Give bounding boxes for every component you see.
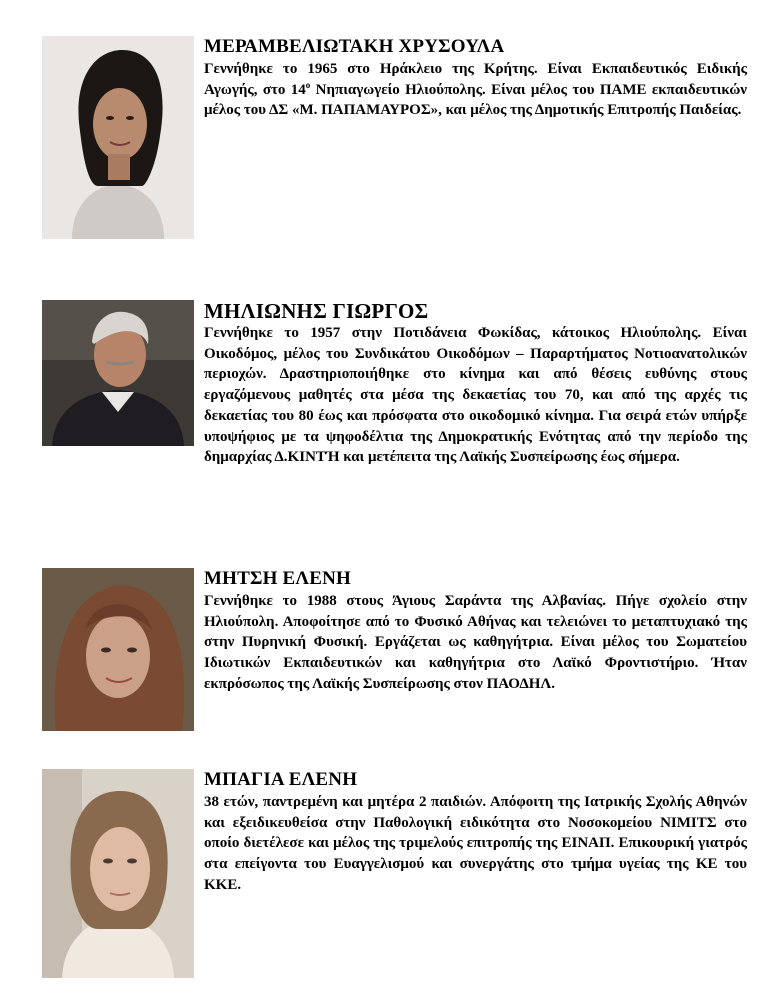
candidate-name: ΜΗΤΣΗ ΕΛΕΝΗ [204, 568, 352, 589]
candidate-name: ΜΕΡΑΜΒΕΛΙΩΤΑΚΗ ΧΡΥΣΟΥΛΑ [204, 36, 505, 57]
candidate-bio: Γεννήθηκε το 1965 στο Ηράκλειο της Κρήτης. Είναι Εκπαιδευτικός Ειδικής Αγωγής, στο $14^o$ Νηπιαγωγείο Ηλιούπολης. Είναι μέλος του ΠΑΜΕ εκπαιδευτικών μέλος του ΔΣ «Μ. ΠΑΠΑΜΑΥΡΟΣ», και μέλος της Δημοτικής Επιτροπής Παιδείας. [204, 61, 747, 119]
candidate-entry [42, 36, 747, 241]
candidate-name: ΜΗΛΙΩΝΗΣ ΓΙΩΡΓΟΣ [204, 299, 429, 323]
candidate-entry [42, 300, 747, 468]
candidate-bio: 38 ετών, παντρεμένη και μητέρα 2 παιδιών. Απόφοιτη της Ιατρικής Σχολής Αθηνών και εξειδικευθείσα στην Παθολογική ειδικότητα στο Νοσοκομείου ΝΙΜΙΤΣ στο οποίο διετέλεσε και μέλος της τριμελούς επιτροπής της ΕΙΝΑΠ. Επικουρική γιατρός στα επείγοντα του Ευαγγελισμού και συνεργάτης στο τμήμα υγείας της ΚΕ του ΚΚΕ. [204, 794, 747, 893]
candidate-bio: Γεννήθηκε το 1988 στους Άγιους Σαράντα της Αλβανίας. Πήγε σχολείο στην Ηλιούπολη. Αποφοίτησε από το Φυσικό Αθήνας και τελειώνει το μεταπτυχιακό της στην Πυρηνική Φυσική. Εργάζεται ως καθηγήτρια. Είναι μέλος του Σωματείου Ιδιωτικών Εκπαιδευτικών και καθηγήτρια στο Λαϊκό Φροντιστήριο. Ήταν εκπρόσωπος της Λαϊκής Συσπείρωσης στον ΠΑΟΔΗΛ. [204, 593, 747, 692]
candidate-photo [42, 568, 194, 731]
candidate-entry [42, 568, 747, 733]
candidate-photo [42, 300, 194, 446]
candidate-name: ΜΠΑΓΙΑ ΕΛΕΝΗ [204, 769, 358, 790]
candidate-bio: Γεννήθηκε το 1957 στην Ποτιδάνεια Φωκίδας, κάτοικος Ηλιούπολης. Είναι Οικοδόμος, μέλος του Συνδικάτου Οικοδόμων – Παραρτήματος Νοτιοανατολικών περιοχών. Δραστηριοποιήθηκε στο κίνημα και από θέσεις ευθύνης στους εργαζόμενους μαθητές στα μέσα της δεκαετίας του 70, και από της αρχές τις δεκαετίας του 80 έως και πρόσφατα στο οικοδομικό κίνημα. Για σειρά ετών υπήρξε υποψήφιος με τα ψηφοδέλτια της Δημοκρατικής Ενότητας από την περίοδο της δημαρχίας Δ.ΚΙΝΤΉ και μετέπειτα της Λαϊκής Συσπείρωσης έως σήμερα. [204, 325, 747, 466]
candidate-entry [42, 769, 747, 980]
candidate-photo [42, 36, 194, 239]
candidate-photo [42, 769, 194, 978]
